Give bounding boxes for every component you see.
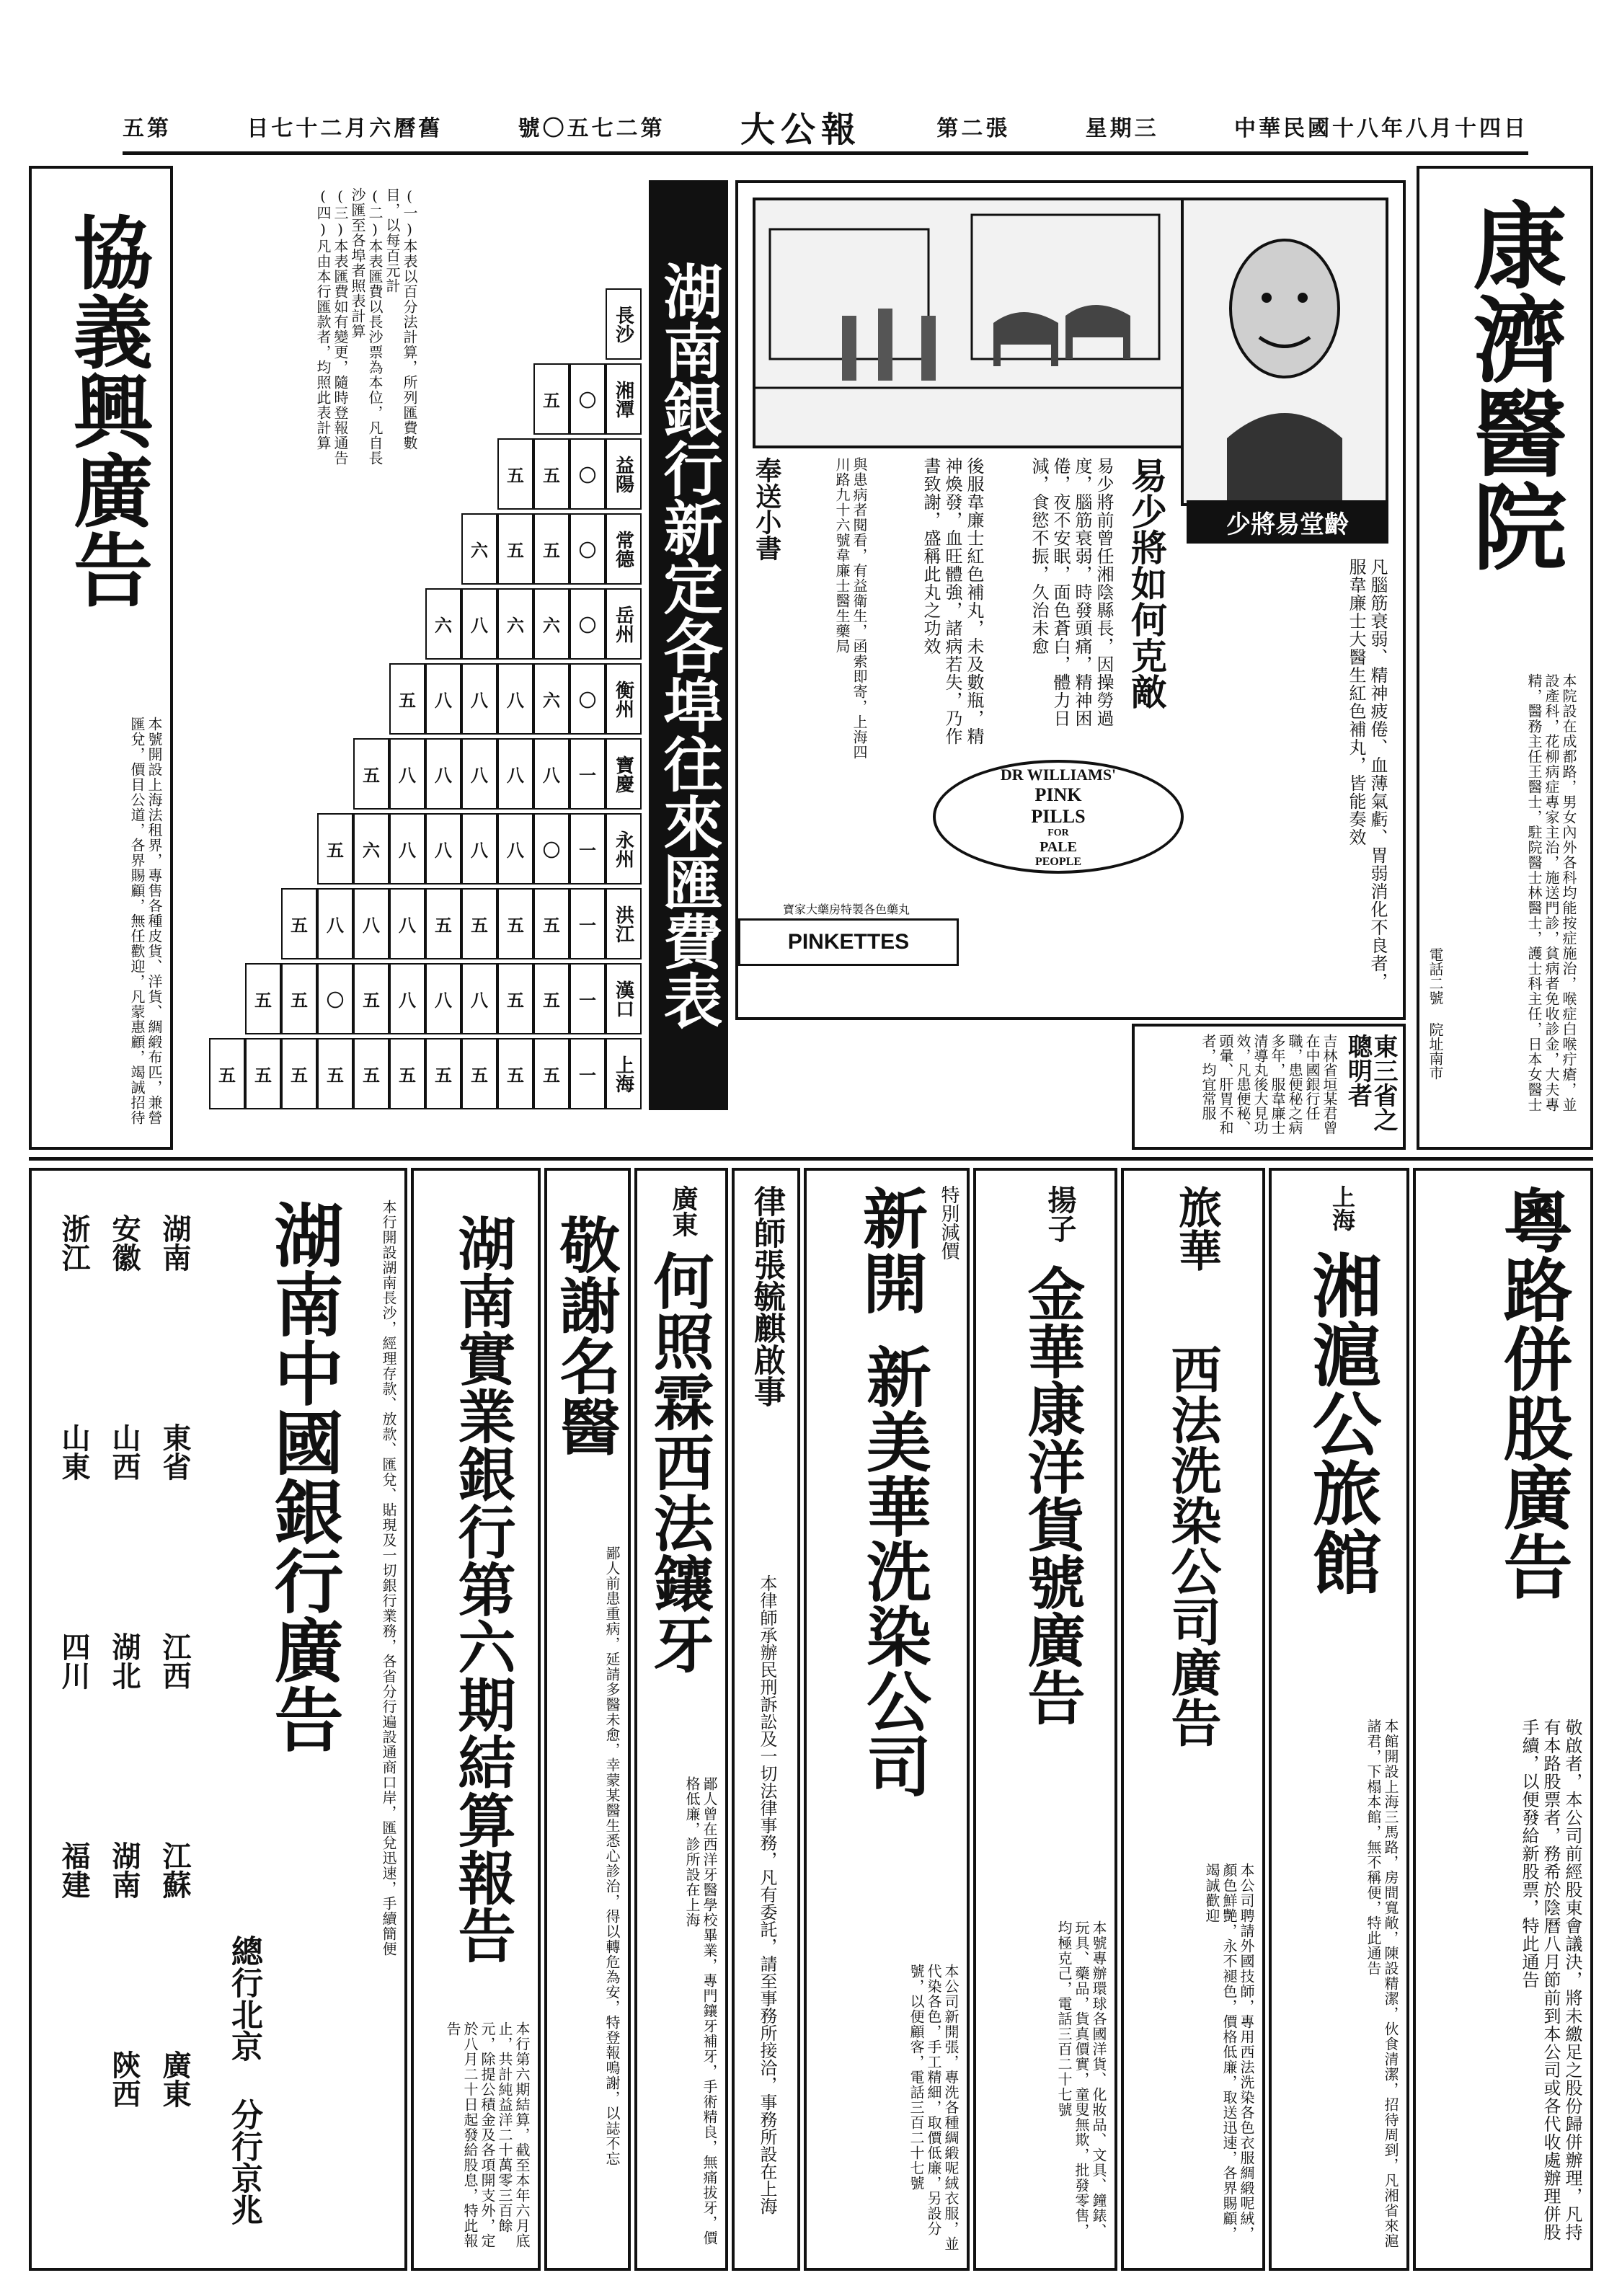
rate-cell: 五 [353, 1038, 389, 1109]
kangji-hospital-ad [1417, 166, 1593, 1150]
free-booklet-title: 奉送小書 [751, 457, 782, 561]
pinkettes-note: 寶家大藥房特製各色藥丸 [782, 903, 910, 916]
dentist-body: 鄙人曾在西洋牙醫學校畢業，專門鑲牙補牙，手術精良，無痛拔牙，價格低廉，診所設在上海 [683, 1776, 718, 2246]
rate-place-label: 上海 [606, 1038, 642, 1109]
new-beauty-sub: 特別減價 [938, 1185, 960, 1260]
page-label: 第二張 [936, 116, 1011, 141]
rate-cell: 五 [425, 888, 461, 959]
rate-cell: 五 [533, 888, 570, 959]
portrait-photo [1181, 198, 1388, 506]
province-label: 陝西 [107, 2050, 141, 2108]
boc-title: 湖南中國銀行廣告 [263, 1200, 345, 1753]
province-label: 浙江 [57, 1214, 91, 1272]
rate-row [317, 813, 642, 885]
new-beauty-ad [804, 1168, 970, 2271]
rate-cell: 五 [497, 1038, 533, 1109]
rate-cell: 五 [353, 738, 389, 810]
rate-cell: 六 [353, 813, 389, 885]
rate-note-3: (三)本表匯費如有變更，隨時登報通告 [332, 187, 349, 466]
rate-row [209, 1038, 642, 1109]
rate-place-label: 岳州 [606, 588, 642, 660]
rate-row [281, 888, 642, 959]
dentist-top-label: 廣東 [668, 1185, 699, 1237]
xianghu-title: 湘滬公旅館 [1301, 1250, 1383, 1596]
new-beauty-top-label: 新開 [851, 1185, 928, 1315]
rate-place-label: 長沙 [606, 288, 642, 360]
rate-row [461, 513, 642, 585]
rate-cell: 一 [570, 738, 606, 810]
masthead [123, 101, 1528, 155]
laundry-title: 西法洗染公司廣告 [1163, 1344, 1223, 1747]
rate-cell: 八 [389, 738, 425, 810]
rate-cell: 八 [353, 888, 389, 959]
northeast-body: 吉林省垣某君曾在中國銀行任職，患便秘之病多年，服韋廉士清導丸後大見功效，凡患便秘、頭暈、肝胃不和者，均宜常服 [1200, 1034, 1338, 1135]
rate-cell: 八 [497, 738, 533, 810]
pill-line-5: PEOPLE [1034, 855, 1081, 868]
rate-row [389, 663, 642, 735]
northeast-ad [1132, 1024, 1406, 1150]
western-laundry-ad [1121, 1168, 1265, 2271]
northeast-title: 東三省之聰明者 [1343, 1034, 1398, 1132]
rate-cell: 五 [497, 963, 533, 1034]
rate-cell: 五 [245, 963, 281, 1034]
rate-cell: 八 [425, 813, 461, 885]
portrait-caption: 少將易堂齡 [1187, 500, 1388, 544]
rate-row [497, 438, 642, 510]
rate-note-1: (一)本表以百分法計算，所列匯費數目，以每百元計 [384, 187, 418, 451]
rate-row [245, 963, 642, 1034]
section-divider [29, 1157, 1593, 1161]
rate-notes [180, 187, 418, 476]
rate-cell: 五 [281, 1038, 317, 1109]
rate-cell: 八 [389, 888, 425, 959]
weekday: 星期三 [1085, 116, 1159, 141]
dentist-title: 何照霖西法鑲牙 [644, 1250, 715, 1674]
right-date: 中華民國十八年八月十四日 [1233, 116, 1528, 141]
rate-row [425, 588, 642, 660]
thanks-title: 敬謝名醫 [550, 1214, 621, 1456]
laundry-top-label: 旅華 [1171, 1185, 1222, 1272]
rate-cell: 八 [461, 663, 497, 735]
yue-railway-ad [1413, 1168, 1593, 2271]
rate-cell: 八 [461, 588, 497, 660]
rate-cell: 五 [533, 1038, 570, 1109]
williams-pills-ad [735, 180, 1406, 1020]
rate-cell: 八 [461, 813, 497, 885]
rate-cell: 八 [533, 738, 570, 810]
kangji-title: 康濟醫院 [1458, 198, 1568, 572]
doctor-body-3: 凡腦筋衰弱、精神疲倦、血薄氣虧、胃弱消化不良者，服韋廉士大醫生紅色補丸，皆能奏效 [1346, 558, 1388, 990]
rate-cell: 五 [461, 888, 497, 959]
pill-line-4: PALE [1040, 838, 1077, 855]
hunan-bank-rate-ad [180, 180, 728, 1150]
thanks-body: 鄙人前患重病，延請多醫未愈，幸蒙某醫生悉心診治，得以轉危為安，特登報鳴謝，以誌不忘 [603, 1546, 621, 2166]
rate-cell: 八 [425, 738, 461, 810]
lunar-date: 日七十二月六曆舊 [247, 116, 443, 141]
rate-cell: 五 [281, 963, 317, 1034]
dentist-ad [634, 1168, 728, 2271]
province-label: 四川 [57, 1632, 91, 1690]
province-label: 福建 [57, 1841, 91, 1899]
rate-place-label: 永州 [606, 813, 642, 885]
rate-cell: 八 [461, 963, 497, 1034]
province-label: 東省 [158, 1423, 192, 1481]
rate-cell: 〇 [570, 663, 606, 735]
rate-cell: 六 [533, 663, 570, 735]
rate-cell: 〇 [570, 363, 606, 435]
issue-number: 號〇五七二第 [518, 116, 665, 141]
rate-row [353, 738, 642, 810]
doctor-body-2: 後服韋廉士紅色補丸，未及數瓶，精神煥發，血旺體強，諸病若失，乃作書致謝，盛稱此丸之功效 [921, 457, 984, 745]
lawyer-title: 律師張毓麒啟事 [748, 1185, 785, 1407]
rate-place-label: 衡州 [606, 663, 642, 735]
rate-cell: 五 [353, 963, 389, 1034]
rate-cell: 五 [497, 513, 533, 585]
pill-line-1: PINK [1034, 784, 1082, 805]
new-beauty-body: 本公司新開張，專洗各種綢緞呢絨衣服，並代染各色，手工精細，取價低廉，另設分號，以便顧客，電話三百二十七號 [908, 1964, 960, 2251]
rate-cell: 八 [425, 663, 461, 735]
xianghu-body: 本館開設上海三馬路，房間寬敞，陳設精潔，伙食清潔，招待周到，凡湘省來滬諸君，下榻本館，無不稱便，特此通告 [1365, 1719, 1399, 2248]
rate-cell: 六 [461, 513, 497, 585]
xieyi-ad [29, 166, 173, 1150]
rate-note-2: (二)本表匯費以長沙票為本位，凡自長沙匯至各埠者照表計算 [349, 187, 384, 466]
jinhua-body: 本號專辦環球各國洋貨、化妝品、文具、鐘錶、玩具、藥品，貨真價實，童叟無欺，批發零售，均極克己，電話三百二十七號 [1055, 1920, 1107, 2238]
province-label: 江蘇 [158, 1841, 192, 1899]
free-booklet-body: 與患病者閱看，有益衛生，函索即寄，上海四川路九十六號韋廉士醫生藥局 [833, 457, 868, 760]
rate-cell: 五 [533, 963, 570, 1034]
kangji-body: 本院設在成都路，男女內外各科均能按症施治，喉症白喉疔瘡，並設產科，花柳病症專家主治，施送門診，貧病者免收診金，大夫專精，醫務主任王醫士，駐院醫士林醫士，護士科主任，日本女醫士 [1525, 673, 1577, 1112]
pill-line-2: PILLS [1031, 805, 1086, 827]
rate-cell: 五 [317, 1038, 353, 1109]
rate-note-4: (四)凡由本行匯款者，均照此表計算 [314, 187, 332, 451]
rate-cell: 五 [317, 813, 353, 885]
rate-cell: 一 [570, 813, 606, 885]
rate-cell: 〇 [570, 588, 606, 660]
doctor-headline: 易少將如何克敵 [1125, 457, 1168, 709]
doctor-body-1: 易少將前曾任湘陰縣長，因操勞過度，腦筋衰弱，時發頭痛，精神困倦，夜不安眠，面色蒼白，體力日減，食慾不振，久治未愈 [1029, 457, 1114, 727]
xieyi-title: 協義興廣告 [61, 212, 154, 608]
pill-brand: DR WILLIAMS' [1000, 765, 1117, 784]
rate-cell: 五 [245, 1038, 281, 1109]
rate-cell: 〇 [570, 438, 606, 510]
rate-cell: 八 [497, 663, 533, 735]
rate-cell: 〇 [317, 963, 353, 1034]
lawyer-ad [732, 1168, 800, 2271]
paper-name: 大公報 [740, 109, 861, 150]
province-label: 山東 [57, 1423, 91, 1481]
rate-cell: 八 [461, 738, 497, 810]
jinhua-ad [973, 1168, 1117, 2271]
rate-cell: 〇 [570, 513, 606, 585]
province-label: 廣東 [158, 2050, 192, 2108]
rate-cell: 一 [570, 963, 606, 1034]
province-label: 安徽 [107, 1214, 141, 1272]
lawyer-body: 本律師承辦民刑訴訟及一切法律事務，凡有委託，請至事務所接洽，事務所設在上海 [757, 1574, 777, 2215]
rate-place-label: 湘潭 [606, 363, 642, 435]
rate-cell: 〇 [533, 813, 570, 885]
rate-row [533, 363, 642, 435]
xianghu-top-label: 上海 [1329, 1185, 1356, 1231]
boc-body: 本行開設湖南長沙，經理存款、放款、匯兌、貼現及一切銀行業務，各省分行遍設通商口岸，匯兌迅速，手續簡便 [380, 1200, 397, 1956]
rate-cell: 五 [497, 438, 533, 510]
province-label: 山西 [107, 1423, 141, 1481]
rate-cell: 五 [533, 363, 570, 435]
rate-cell: 六 [497, 588, 533, 660]
pink-pills-logo [933, 760, 1184, 874]
rate-cell: 五 [497, 888, 533, 959]
rate-cell: 一 [570, 888, 606, 959]
rate-cell: 八 [389, 813, 425, 885]
province-label: 湖南 [107, 1841, 141, 1899]
rate-table-title: 湖南銀行新定各埠往來匯費表 [649, 180, 728, 1110]
bank-of-china-hunan-ad [29, 1168, 407, 2271]
province-label: 湖南 [158, 1214, 192, 1272]
rate-place-label: 洪江 [606, 888, 642, 959]
rate-cell: 八 [425, 963, 461, 1034]
rate-cell: 六 [533, 588, 570, 660]
xianghu-hotel-ad [1269, 1168, 1409, 2271]
page-number: 五第 [123, 116, 172, 141]
laundry-body: 本公司聘請外國技師，專用西法洗染各色衣服綢緞呢絨，顏色鮮艷，永不褪色，價格低廉，取送迅速，各界賜顧，竭誠歡迎 [1203, 1863, 1255, 2241]
rate-cell: 一 [570, 1038, 606, 1109]
street-sketch [753, 198, 1184, 448]
rate-row [606, 288, 642, 360]
kangji-note: 電話二號 院址南市 [1427, 947, 1444, 1080]
hunan-industrial-bank-ad [411, 1168, 541, 2271]
rate-place-label: 常德 [606, 513, 642, 585]
rate-cell: 五 [209, 1038, 245, 1109]
rate-cell: 八 [317, 888, 353, 959]
pill-line-3: FOR [1047, 827, 1069, 838]
new-beauty-title: 新美華洗染公司 [855, 1344, 931, 1798]
rate-place-label: 漢口 [606, 963, 642, 1034]
boc-branches-label: 總行北京 分行京兆 [226, 1935, 262, 2225]
rate-cell: 五 [389, 1038, 425, 1109]
rate-cell: 五 [461, 1038, 497, 1109]
industrial-bank-title: 湖南實業銀行第六期結算報告 [448, 1214, 516, 1964]
rate-place-label: 益陽 [606, 438, 642, 510]
yue-railway-title: 粵路併股廣告 [1492, 1185, 1574, 1600]
rate-cell: 五 [533, 438, 570, 510]
thanks-ad [544, 1168, 631, 2271]
rate-cell: 五 [281, 888, 317, 959]
rate-place-label: 寶慶 [606, 738, 642, 810]
rate-cell: 五 [425, 1038, 461, 1109]
rate-cell: 五 [389, 663, 425, 735]
rate-cell: 八 [497, 813, 533, 885]
pinkettes-logo: PINKETTES [738, 918, 959, 966]
province-label: 湖北 [107, 1632, 141, 1690]
yue-railway-body: 敬啟者，本公司前經股東會議決，將未繳足之股份歸併辦理，凡持有本路股票者，務希於陰曆八月節前到本公司或各代收處辦理併股手續，以便發給新股票，特此通告 [1519, 1719, 1582, 2241]
rate-cell: 八 [389, 963, 425, 1034]
rate-cell: 六 [425, 588, 461, 660]
rate-cell: 五 [533, 513, 570, 585]
xieyi-body: 本號開設上海法租界，專售各種皮貨、洋貨、綢緞布匹，兼營匯兌，價目公道，各界賜顧，無任歡迎，凡蒙惠顧，竭誠招待 [128, 717, 163, 1125]
jinhua-top-label: 揚子 [1043, 1185, 1077, 1243]
jinhua-title: 金華康洋貨號廣告 [1018, 1264, 1086, 1726]
province-label: 江西 [158, 1632, 192, 1690]
industrial-bank-body: 本行第六期結算，截至本年六月底止，共計純益洋二十萬零三百餘元，除提公積金及各項開支外，定於八月二十日起發給股息，特此報告 [444, 2021, 531, 2248]
